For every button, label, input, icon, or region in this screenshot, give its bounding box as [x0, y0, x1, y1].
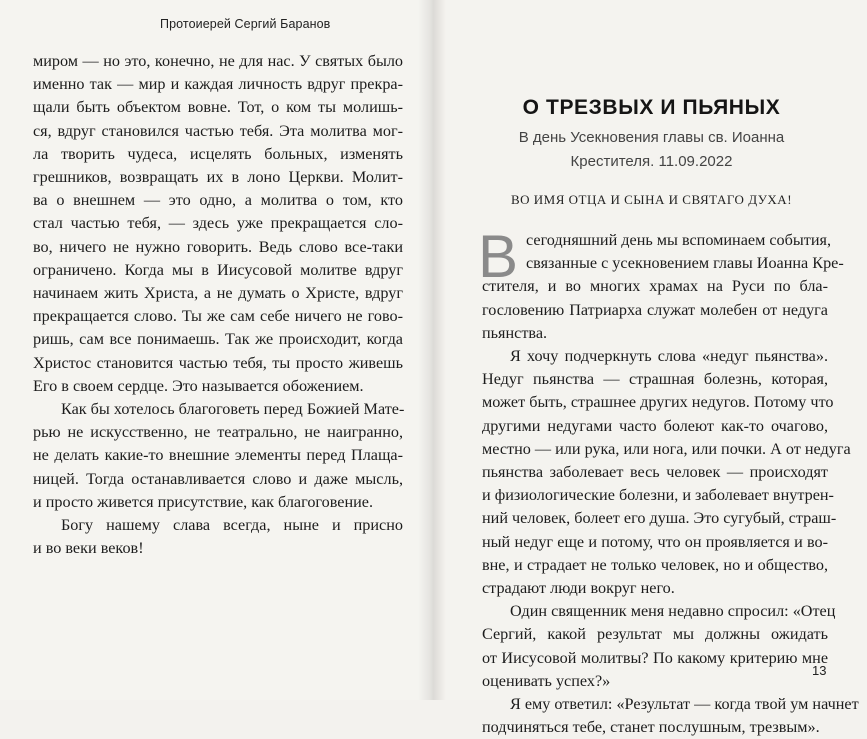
- text-line: от Иисусовой молитвы? По какому критерию мне: [482, 648, 828, 667]
- text-line: ва о внешнем — это одно, а молитва о том, кто: [33, 191, 403, 210]
- paragraph: [33, 398, 403, 514]
- text-line: миром — но это, конечно, не для нас. У святых было: [33, 52, 403, 70]
- text-line: во, ничего не нужно говорить. Ведь слово все-таки: [33, 237, 403, 256]
- text-line: и во веки веков!: [33, 539, 144, 558]
- paragraph: [482, 275, 828, 345]
- text-line: стал частью тебя, — здесь уже прекращается сло-: [33, 214, 403, 233]
- right-paragraphs: [482, 275, 859, 739]
- text-line: грешников, возвращать их в лоно Церкви. Молит-: [33, 168, 403, 187]
- left-page-body: [33, 50, 403, 560]
- text-line: Я хочу подчеркнуть слова «недуг пьянства».: [510, 347, 828, 366]
- text-line: оценивать успех?»: [482, 671, 611, 690]
- text-line: пьянства.: [482, 323, 548, 342]
- text-line: Я ему ответил: «Результат — когда твой ум начнет: [510, 695, 859, 714]
- text-line: именно так — мир и каждая личность вдруг прекра-: [33, 75, 403, 94]
- paragraph: [482, 600, 836, 693]
- text-line: Его в своем сердце. Это называется обожением.: [33, 376, 364, 395]
- text-line: ницей. Тогда останавливается слово и даже мысль,: [33, 469, 403, 488]
- text-line: ришь, сам все понимаешь. Так же происходит, когда: [33, 330, 403, 349]
- right-page-body: [478, 223, 859, 739]
- text-line: вне, и страдает не только человек, но и общество,: [482, 555, 828, 574]
- text-line: гословению Патриарха служат молебен от недуга: [482, 300, 828, 319]
- text-line: ла творить чудеса, исцелять больных, изменять: [33, 144, 403, 163]
- text-line: Один священник меня недавно спросил: «Отец: [510, 602, 836, 621]
- text-line: Недуг пьянства — страшная болезнь, которая,: [482, 370, 828, 389]
- text-line: Сергий, какой результат мы должны ожидать: [482, 625, 828, 644]
- text-line: ся, вдруг становился частью тебя. Эта молитва мог-: [33, 121, 403, 140]
- chapter-subtitle: [474, 126, 829, 174]
- text-line: может быть, страшнее других недугов. Потому что: [482, 393, 834, 412]
- text-line: пьянства заболевает весь человек — происходят: [482, 463, 828, 482]
- chapter-title: О ТРЕЗВЫХ И ПЬЯНЫХ: [522, 96, 781, 119]
- running-head: Протоиерей Сергий Баранов: [160, 17, 331, 31]
- text-line: ный недуг еще и потому, что он проявляется и во-: [482, 532, 828, 551]
- text-line: прекращается слово. Ты же сам себе ничего не гово-: [33, 307, 403, 326]
- text-line: Богу нашему слава всегда, ныне и присно: [61, 516, 403, 535]
- invocation: ВО ИМЯ ОТЦА И СЫНА И СВЯТАГО ДУХА!: [510, 192, 793, 207]
- text-line: подчиняться тебе, станет послушным, трезвым».: [482, 718, 820, 737]
- paragraph: [33, 50, 403, 398]
- text-line: Христос становится частью тебя, ты просто живешь: [33, 353, 403, 372]
- paragraph: [33, 514, 403, 560]
- text-line: другими недугами часто болеют как-то очагово,: [482, 416, 828, 435]
- subtitle-line: Крестителя. 11.09.2022: [570, 153, 733, 170]
- text-line: ограничено. Когда мы в Иисусовой молитве вдруг: [33, 260, 403, 279]
- text-line: сегодняшний день мы вспоминаем события,: [526, 231, 831, 249]
- text-line: стителя, и во многих храмах на Руси по бла-: [482, 277, 828, 296]
- paragraph: [482, 345, 851, 600]
- text-line: ний человек, болеет его душа. Это сугубый, страш-: [482, 509, 837, 528]
- text-line: щали быть объектом вовне. Тот, о ком ты молишь-: [33, 98, 403, 117]
- book-gutter: [418, 0, 446, 700]
- text-line: Как бы хотелось благоговеть перед Божией Мате-: [61, 400, 405, 419]
- text-line: рью не искусственно, не театрально, не наигранно,: [33, 423, 403, 442]
- text-line: и просто живется присутствие, как благоговение.: [33, 492, 374, 511]
- subtitle-line: В день Усекновения главы св. Иоанна: [518, 129, 785, 146]
- text-line: страдают люди вокруг него.: [482, 579, 675, 598]
- text-line: и физиологические болезни, и заболевает внутрен-: [482, 486, 834, 505]
- text-line: связанные с усекновением главы Иоанна Кре-: [526, 254, 844, 273]
- text-line: начинаем жить Христа, а не думать о Христе, вдруг: [33, 284, 403, 303]
- drop-cap-letter: В: [478, 223, 519, 290]
- page-number: 13: [812, 663, 827, 678]
- text-line: местно — или рука, или нога, или почки. А от недуга: [482, 439, 851, 458]
- text-line: не делать какие-то внешние элементы перед Плаща-: [33, 446, 403, 465]
